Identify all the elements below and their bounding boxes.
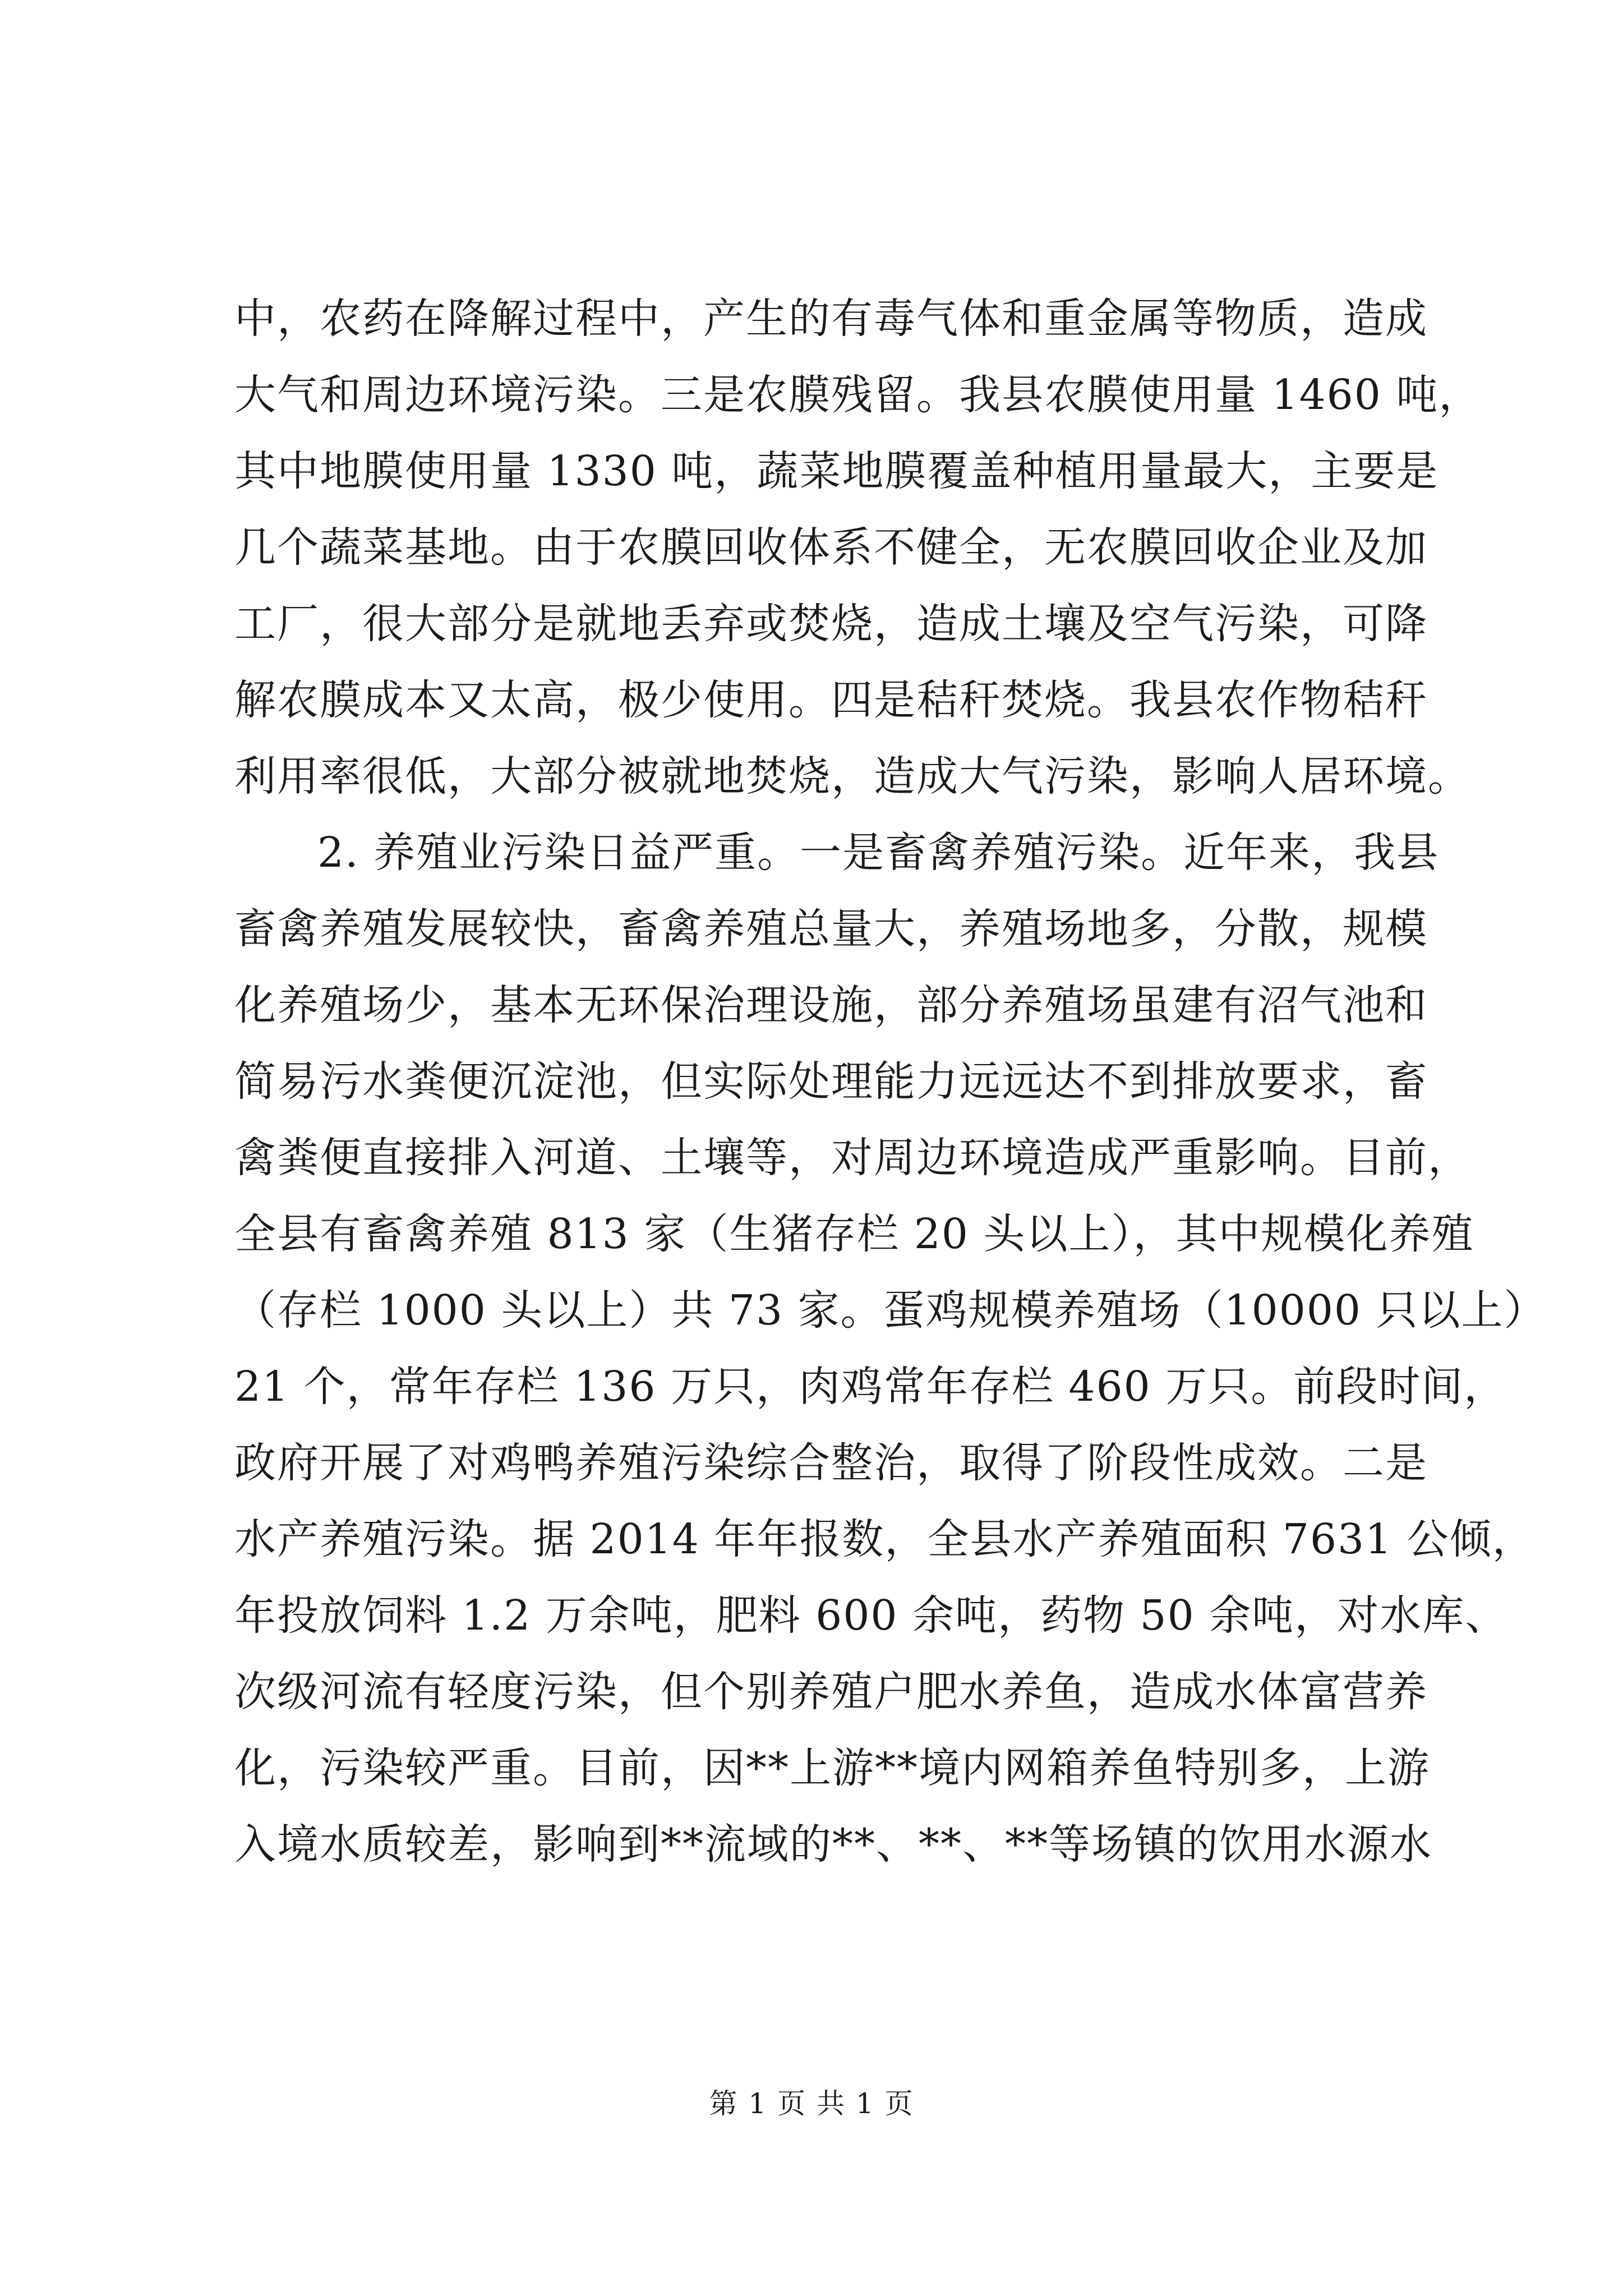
page-number-footer: 第 1 页 共 1 页 bbox=[709, 2087, 914, 2120]
text-line: 禽粪便直接排入河道、土壤等，对周边环境造成严重影响。目前， bbox=[234, 1134, 1470, 1182]
text-line: 大气和周边环境污染。三是农膜残留。我县农膜使用量 1460 吨， bbox=[234, 371, 1482, 419]
text-line: 中，农药在降解过程中，产生的有毒气体和重金属等物质，造成 bbox=[234, 295, 1428, 343]
text-line: 其中地膜使用量 1330 吨，蔬菜地膜覆盖种植用量最大，主要是 bbox=[234, 447, 1439, 495]
text-line: 次级河流有轻度污染，但个别养殖户肥水养鱼，造成水体富营养 bbox=[234, 1668, 1428, 1716]
paragraph-first-line: 2. 养殖业污染日益严重。一是畜禽养殖污染。近年来，我县 bbox=[317, 829, 1440, 877]
text-line: 畜禽养殖发展较快，畜禽养殖总量大，养殖场地多，分散，规模 bbox=[234, 905, 1428, 953]
text-line: （存栏 1000 头以上）共 73 家。蛋鸡规模养殖场（10000 只以上） bbox=[234, 1286, 1547, 1335]
text-line: 全县有畜禽养殖 813 家（生猪存栏 20 头以上），其中规模化养殖 bbox=[234, 1210, 1474, 1258]
text-line: 利用率很低，大部分被就地焚烧，造成大气污染，影响人居环境。 bbox=[234, 752, 1470, 800]
text-line: 解农膜成本又太高，极少使用。四是秸秆焚烧。我县农作物秸秆 bbox=[234, 676, 1428, 724]
text-line: 水产养殖污染。据 2014 年年报数，全县水产养殖面积 7631 公倾， bbox=[234, 1515, 1535, 1563]
text-line: 几个蔬菜基地。由于农膜回收体系不健全，无农膜回收企业及加 bbox=[234, 523, 1428, 572]
text-line: 年投放饲料 1.2 万余吨，肥料 600 余吨，药物 50 余吨，对水库、 bbox=[234, 1591, 1508, 1640]
text-line: 简易污水粪便沉淀池，但实际处理能力远远达不到排放要求，畜 bbox=[234, 1057, 1428, 1106]
text-line: 工厂，很大部分是就地丢弃或焚烧，造成土壤及空气污染，可降 bbox=[234, 600, 1428, 648]
text-line: 政府开展了对鸡鸭养殖污染综合整治，取得了阶段性成效。二是 bbox=[234, 1439, 1428, 1487]
text-line: 21 个，常年存栏 136 万只，肉鸡常年存栏 460 万只。前段时间， bbox=[234, 1363, 1507, 1411]
text-line: 化养殖场少，基本无环保治理设施，部分养殖场虽建有沼气池和 bbox=[234, 981, 1428, 1029]
text-line: 化，污染较严重。目前，因**上游**境内网箱养鱼特别多，上游 bbox=[234, 1744, 1430, 1792]
text-line: 入境水质较差，影响到**流域的**、**、**等场镇的饮用水源水 bbox=[234, 1820, 1432, 1869]
